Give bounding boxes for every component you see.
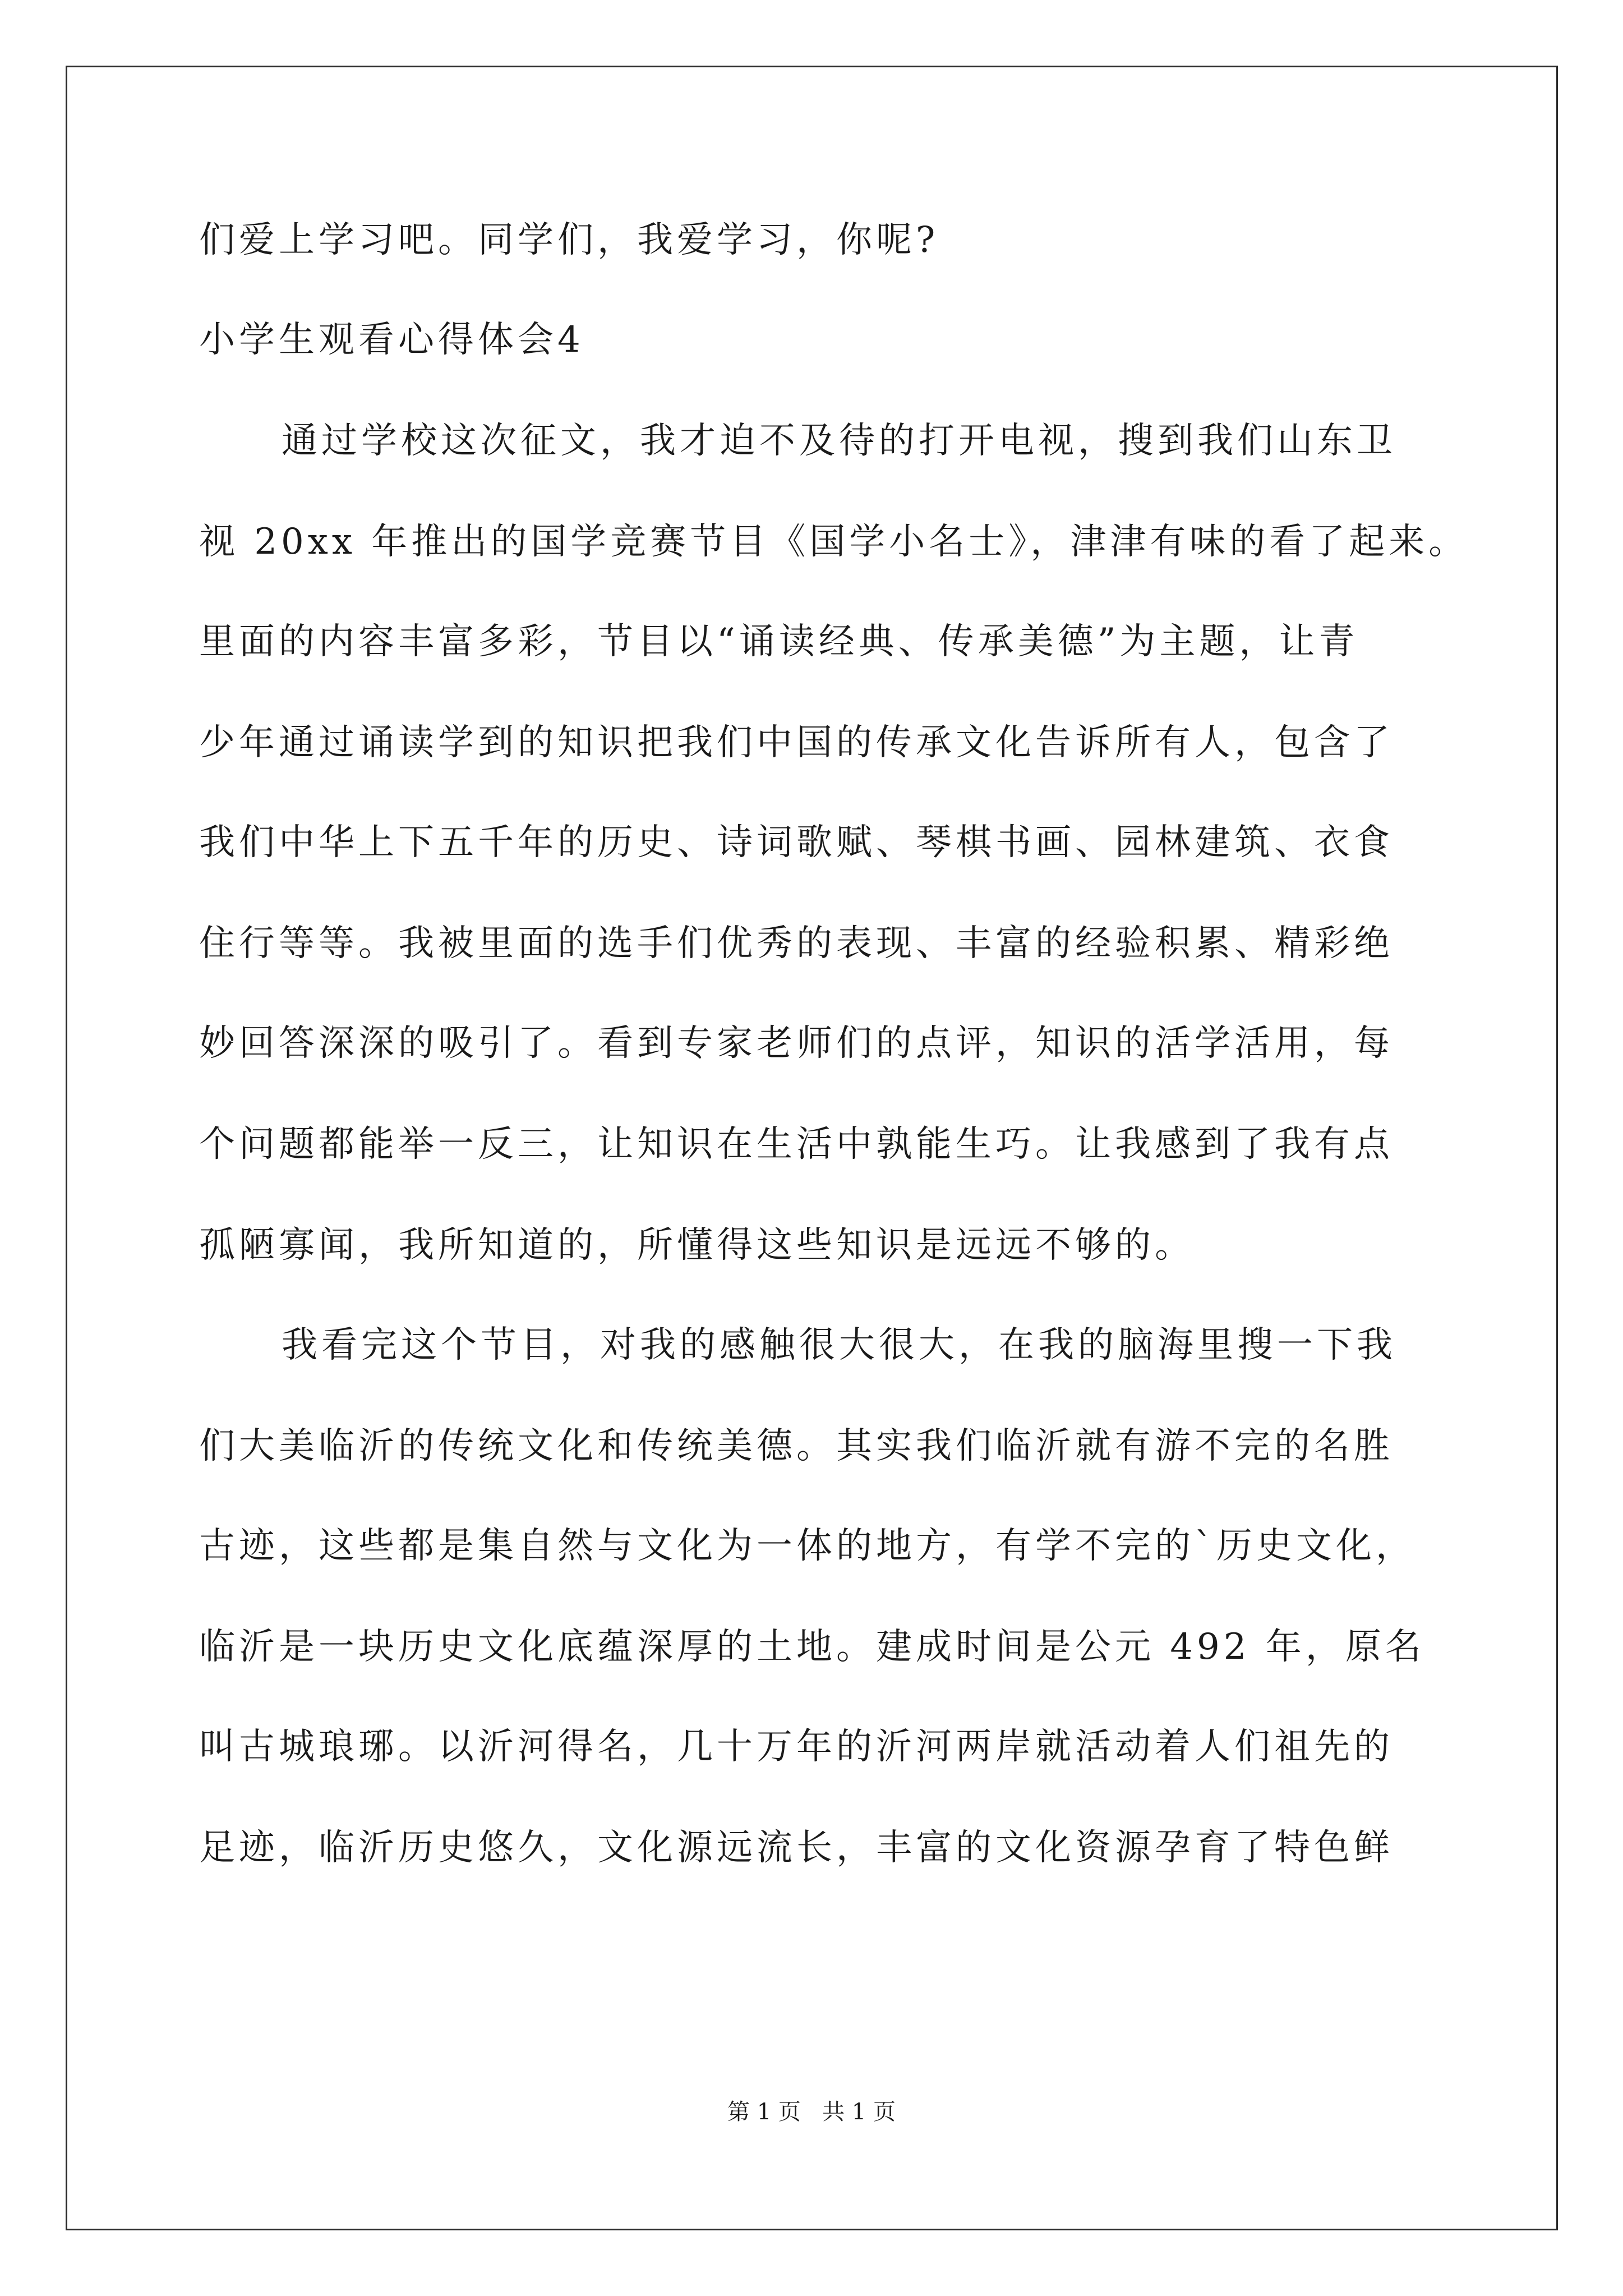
paragraph-1-line-2: 视 20xx 年推出的国学竞赛节目《国学小名士》，津津有味的看了起来。 <box>199 521 1469 563</box>
paragraph-2-line-2: 们大美临沂的传统文化和传统美德。其实我们临沂就有游不完的名胜 <box>199 1425 1394 1467</box>
paragraph-1-line-7: 妙回答深深的吸引了。看到专家老师们的点评，知识的活学活用，每 <box>199 1023 1394 1064</box>
section-heading: 小学生观看心得体会4 <box>199 319 584 361</box>
paragraph-2-line-6: 足迹，临沂历史悠久，文化源远流长，丰富的文化资源孕育了特色鲜 <box>199 1827 1394 1869</box>
page-number-footer: 第 1 页 共 1 页 <box>727 2099 896 2125</box>
paragraph-2-line-3: 古迹，这些都是集自然与文化为一体的地方，有学不完的`历史文化， <box>199 1525 1415 1567</box>
paragraph-1-line-5: 我们中华上下五千年的历史、诗词歌赋、琴棋书画、园林建筑、衣食 <box>199 822 1394 863</box>
paragraph-1-line-8: 个问题都能举一反三，让知识在生活中孰能生巧。让我感到了我有点 <box>199 1124 1394 1165</box>
paragraph-1-line-6: 住行等等。我被里面的选手们优秀的表现、丰富的经验积累、精彩绝 <box>199 923 1394 964</box>
paragraph-1-line-9: 孤陋寡闻，我所知道的，所懂得这些知识是远远不够的。 <box>199 1225 1195 1266</box>
paragraph-1-line-4: 少年通过诵读学到的知识把我们中国的传承文化告诉所有人，包含了 <box>199 722 1394 763</box>
paragraph-2-line-1: 我看完这个节目，对我的感触很大很大，在我的脑海里搜一下我 <box>282 1324 1396 1366</box>
paragraph-1-line-3: 里面的内容丰富多彩，节目以“诵读经典、传承美德”为主题，让青 <box>199 621 1359 662</box>
paragraph-2-line-4: 临沂是一块历史文化底蕴深厚的土地。建成时间是公元 492 年，原名 <box>199 1626 1425 1668</box>
text-line-1: 们爱上学习吧。同学们，我爱学习，你呢? <box>199 219 939 261</box>
paragraph-1-line-1: 通过学校这次征文，我才迫不及待的打开电视，搜到我们山东卫 <box>282 420 1396 462</box>
paragraph-2-line-5: 叫古城琅琊。以沂河得名，几十万年的沂河两岸就活动着人们祖先的 <box>199 1726 1394 1768</box>
